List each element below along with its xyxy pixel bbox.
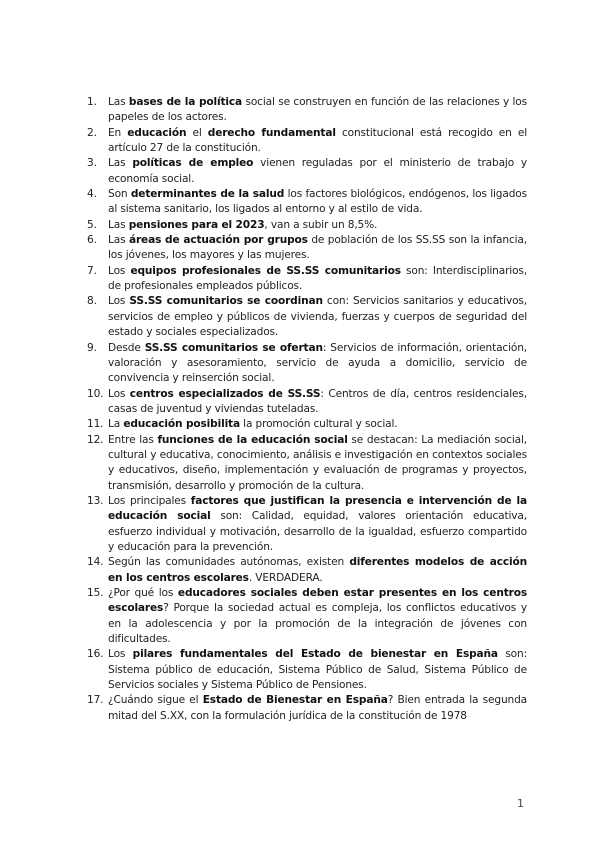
bold-term: Estado de Bienestar en España <box>202 694 388 707</box>
bold-term: SS.SS comunitarios se coordinan <box>129 295 323 308</box>
body-text: Los <box>108 295 130 308</box>
list-item-number: 6. <box>87 234 97 247</box>
body-text: Son <box>108 188 131 201</box>
list-item-number: 15. <box>87 587 104 599</box>
bold-term: determinantes de la salud <box>130 188 285 201</box>
body-text: ¿Cuándo sigue el <box>108 694 203 707</box>
body-text: los factores biológicos, endógenos, los ligados al sistema sanitario, los ligados al entorno y al estilo de vida. <box>108 188 527 216</box>
body-text: ? Porque la sociedad actual es compleja, los conflictos educativos y en la adolescencia y por la promoción de la integración de jóvenes con dificultades. <box>108 602 527 646</box>
list-item <box>87 341 527 387</box>
bold-term: pensiones para el 2023 <box>128 218 265 231</box>
body-text: Los <box>108 648 133 661</box>
list-item <box>87 264 527 295</box>
list-item <box>87 417 527 432</box>
body-text: Las <box>108 234 129 247</box>
body-text: , van a subir un 8,5%. <box>264 218 378 231</box>
list-item-number: 17. <box>87 694 104 707</box>
body-text: : Centros de día, centros residenciales, casas de juventud y viviendas tuteladas. <box>108 387 528 415</box>
bold-term: SS.SS comunitarios se ofertan <box>144 341 323 354</box>
list-item-number: 7. <box>87 264 97 277</box>
list-item-number: 3. <box>87 157 97 170</box>
body-text: vienen reguladas por el ministerio de trabajo y economía social. <box>108 157 528 185</box>
list-item-number: 11. <box>87 418 104 431</box>
body-text: son: Calidad, equidad, valores orientación educativa, esfuerzo individual y motivación, desarrollo de la igualdad, esfuerzo compartido y educación para la prevención. <box>108 510 527 553</box>
list-item <box>87 233 527 264</box>
bold-term: diferentes modelos de acción en los centros escolares <box>108 556 528 584</box>
body-text: . VERDADERA. <box>248 571 323 584</box>
body-text: constitucional está recogido en el artículo 27 de la constitución. <box>108 126 528 155</box>
list-item-number: 4. <box>87 188 97 201</box>
bold-term: centros especializados de SS.SS <box>129 387 321 400</box>
body-text: la promoción cultural y social. <box>239 418 398 431</box>
list-item <box>87 586 527 647</box>
body-text: Las <box>108 157 133 170</box>
body-text: ? Bien entrada la segunda mitad del S.XX, con la formulación jurídica de la constitución de 1978 <box>108 694 527 722</box>
list-item <box>87 218 527 233</box>
list-item <box>87 555 527 586</box>
list-item-number: 16. <box>87 648 104 661</box>
list-item <box>87 433 527 494</box>
bold-term: bases de la política <box>128 96 243 108</box>
body-text: Según las comunidades autónomas, existen <box>108 556 350 569</box>
body-text: Las <box>108 218 129 231</box>
body-text: se destacan: La mediación social, cultural y educativa, conocimiento, análisis e investigación en contextos sociales y educativos, diseño, implementación y evaluación de programas y proyectos, transmisión, desarrollo y promoción de la cultura. <box>108 433 527 492</box>
body-text: son: Sistema público de educación, Sistema Público de Salud, Sistema Público de Servicios sociales y Sistema Público de Pensiones. <box>108 648 528 692</box>
body-text: con: Servicios sanitarios y educativos, servicios de empleo y públicos de vivienda, fuerzas y cuerpos de seguridad del estado y sociales especializados. <box>108 295 527 339</box>
bold-term: factores que justifican la presencia e intervención de la educación social <box>108 494 527 523</box>
list-item-number: 13. <box>87 494 104 507</box>
body-text: : Servicios de información, orientación, valoración y asesoramiento, servicio de ayuda a domicilio, servicio de convivencia y reinserción social. <box>108 341 527 385</box>
list-item-number: 8. <box>87 295 97 308</box>
bold-term: políticas de empleo <box>132 157 254 170</box>
body-text: el <box>186 126 208 139</box>
list-item <box>87 187 527 218</box>
list-item-number: 12. <box>87 433 104 446</box>
numbered-list <box>87 95 527 724</box>
list-item <box>87 294 527 340</box>
body-text: La <box>108 418 124 431</box>
bold-term: educación <box>127 126 187 139</box>
list-item <box>87 387 527 418</box>
body-text: ¿Por qué los <box>108 587 178 599</box>
list-item <box>87 156 527 187</box>
body-text: Los <box>108 264 131 277</box>
body-text: Las <box>108 96 129 108</box>
body-text: de población de los SS.SS son la infancia, los jóvenes, los mayores y las mujeres. <box>108 234 527 262</box>
list-item-number: 5. <box>87 218 97 231</box>
list-item-number: 9. <box>87 341 97 354</box>
bold-term: equipos profesionales de SS.SS comunitarios <box>130 264 401 277</box>
page-number: 1 <box>517 797 524 810</box>
body-text: Los <box>108 387 130 400</box>
list-item <box>87 494 527 555</box>
list-item-number: 14. <box>87 556 104 569</box>
body-text: Entre las <box>108 433 158 446</box>
body-text: En <box>108 126 128 139</box>
body-text: son: Interdisciplinarios, de profesionales empleados públicos. <box>108 264 528 293</box>
bold-term: derecho fundamental <box>207 126 336 139</box>
list-item-number: 10. <box>87 387 104 400</box>
list-item-number: 2. <box>87 126 97 139</box>
body-text: social se construyen en función de las relaciones y los papeles de los actores. <box>108 96 528 124</box>
list-item <box>87 693 527 724</box>
body-text: Desde <box>108 341 145 354</box>
bold-term: funciones de la educación social <box>157 433 348 446</box>
body-text: Los principales <box>108 494 191 507</box>
bold-term: educadores sociales deben estar presentes en los centros escolares <box>108 587 528 615</box>
list-item-number: 1. <box>87 96 97 108</box>
list-item <box>87 126 527 157</box>
list-item <box>87 95 527 126</box>
bold-term: educación posibilita <box>123 418 240 431</box>
list-item <box>87 647 527 693</box>
bold-term: áreas de actuación por grupos <box>128 234 308 247</box>
bold-term: pilares fundamentales del Estado de bienestar en España <box>132 648 498 661</box>
